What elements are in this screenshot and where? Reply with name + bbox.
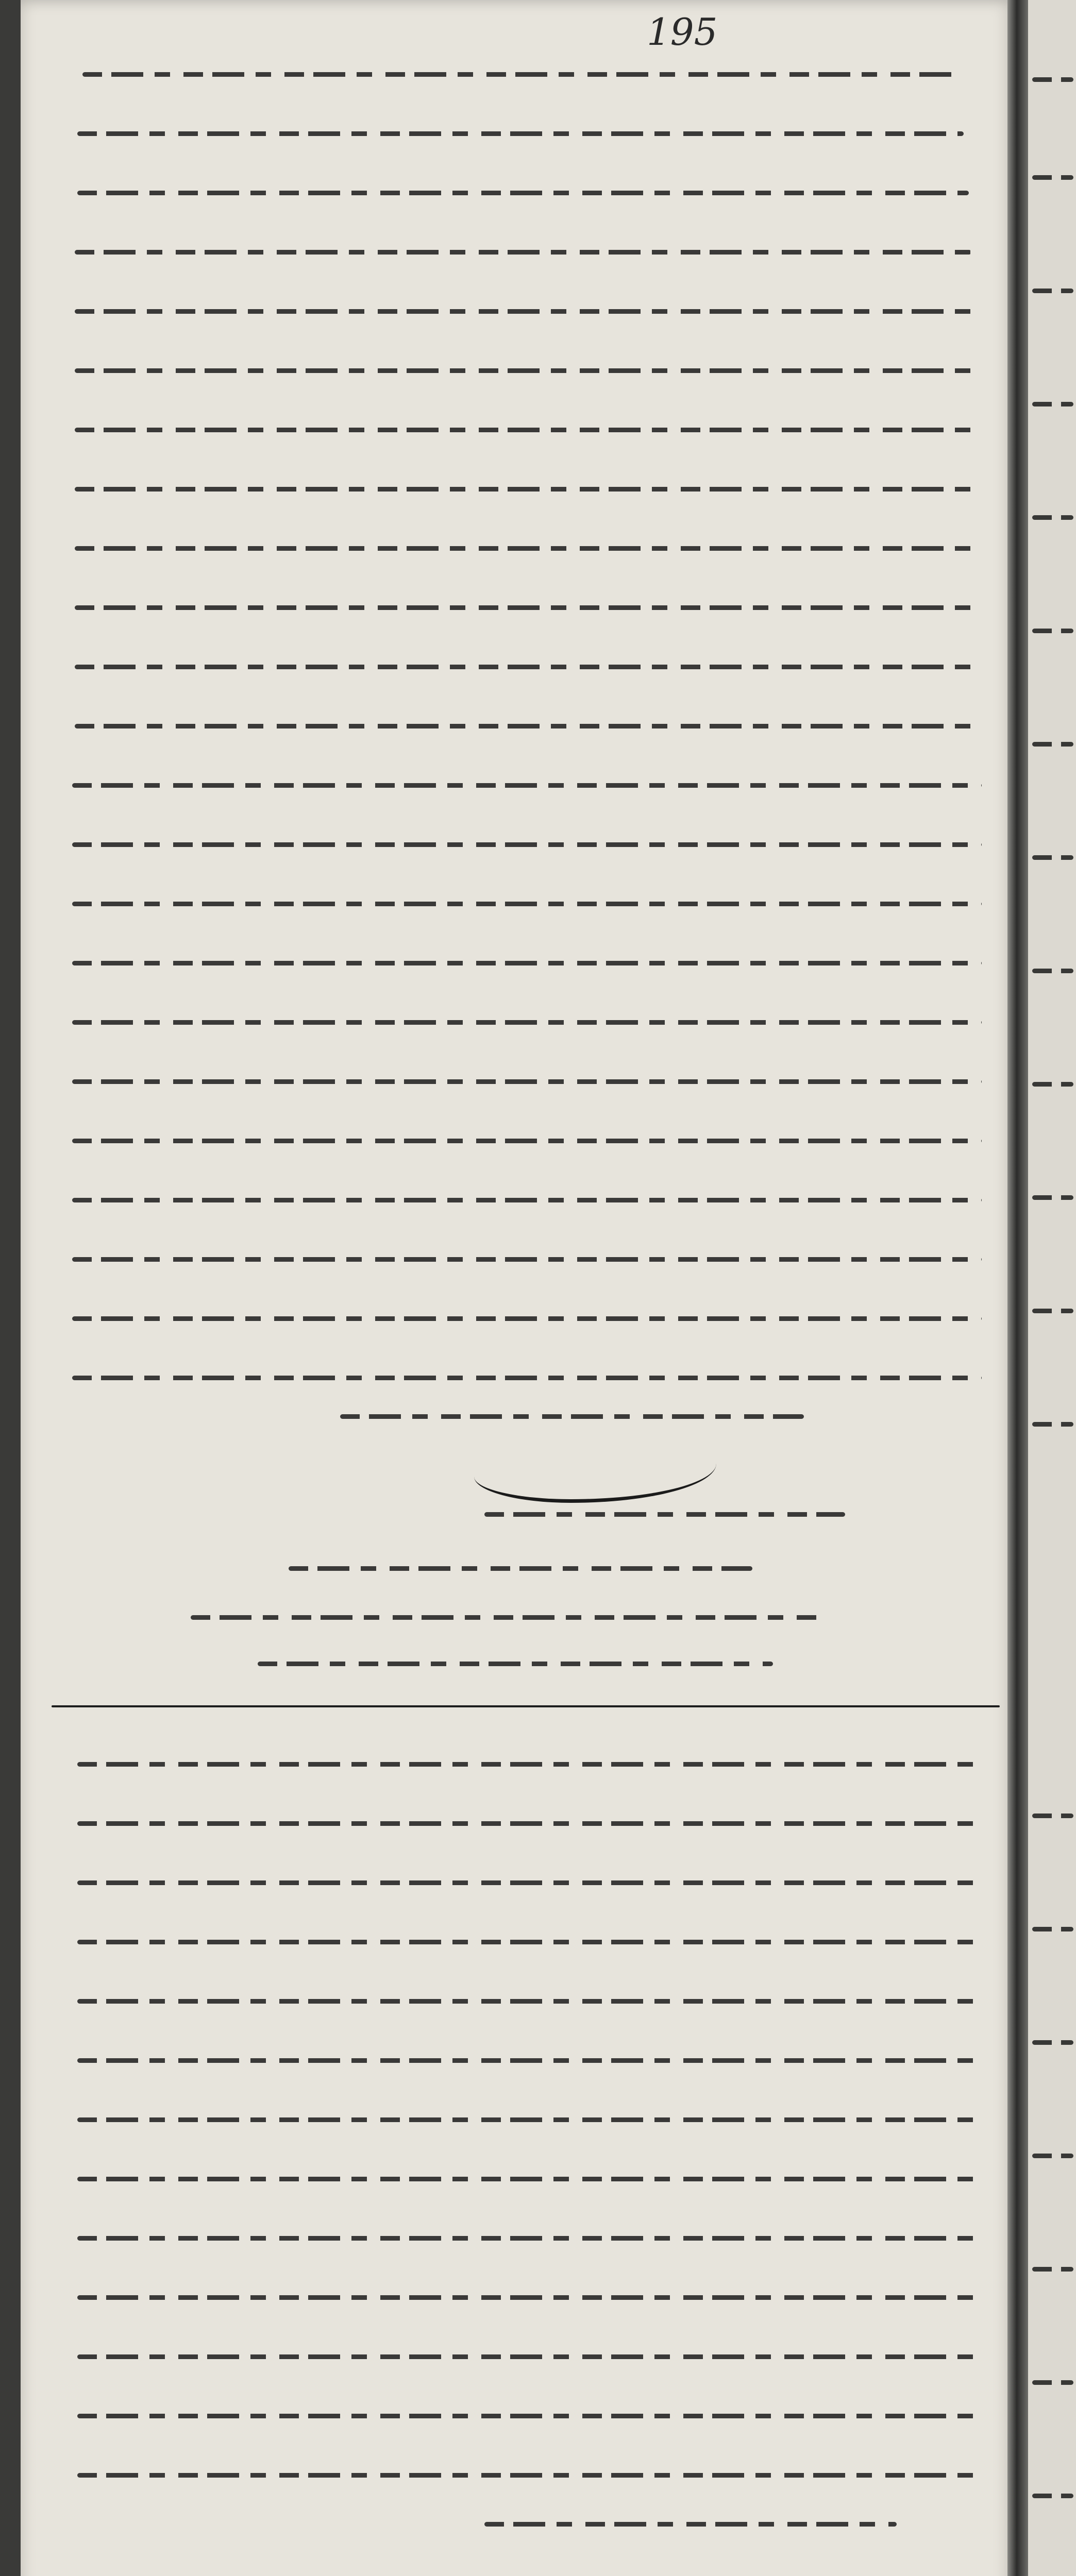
handwritten-line (77, 2236, 984, 2241)
handwritten-line (1032, 1927, 1073, 1931)
manuscript-page (21, 0, 1015, 2576)
handwritten-line (77, 2473, 984, 2478)
handwritten-line (484, 2522, 897, 2527)
handwritten-line (1032, 515, 1073, 520)
handwritten-line (72, 902, 982, 906)
handwritten-line (77, 131, 964, 136)
handwritten-line (77, 2354, 984, 2359)
handwritten-line (75, 487, 979, 492)
handwritten-line (1032, 289, 1073, 293)
handwritten-line (75, 250, 971, 255)
book-gutter (1007, 0, 1028, 2576)
handwritten-line (1032, 855, 1073, 860)
handwritten-line (72, 1079, 982, 1084)
handwritten-line (75, 368, 977, 373)
facing-page-edge (1028, 0, 1076, 2576)
handwritten-line (1032, 2494, 1073, 2498)
handwritten-line (1032, 742, 1073, 747)
handwritten-line (72, 1198, 982, 1202)
handwritten-line (77, 2414, 984, 2418)
handwritten-line (77, 1821, 984, 1826)
handwritten-line (1032, 1082, 1073, 1087)
handwritten-line (77, 2177, 984, 2181)
handwritten-line (77, 191, 969, 195)
handwritten-line (77, 2058, 984, 2063)
handwritten-line (1032, 1309, 1073, 1313)
handwritten-line (72, 1257, 982, 1262)
handwritten-line (82, 72, 959, 77)
handwritten-line (77, 1999, 984, 2004)
handwritten-heading (191, 1615, 825, 1620)
handwritten-line (75, 605, 982, 610)
handwritten-line (77, 1940, 984, 1944)
handwritten-line (75, 428, 977, 432)
handwritten-line (1032, 2154, 1073, 2158)
handwritten-line (72, 1020, 982, 1025)
handwritten-line (72, 783, 982, 788)
handwritten-line (1032, 402, 1073, 406)
handwritten-line (75, 665, 982, 669)
closing-flourish (474, 1437, 716, 1503)
handwritten-line (72, 1376, 982, 1380)
handwritten-line (72, 961, 982, 965)
handwritten-line (1032, 629, 1073, 633)
handwritten-heading (289, 1566, 752, 1571)
handwritten-line (77, 2117, 984, 2122)
handwritten-heading (484, 1512, 845, 1517)
handwritten-line (1032, 2267, 1073, 2272)
handwritten-heading (258, 1662, 773, 1666)
handwritten-line (75, 546, 982, 551)
handwritten-line (1032, 175, 1073, 180)
handwritten-line (77, 2295, 984, 2300)
handwritten-line (77, 1762, 984, 1767)
handwritten-line (1032, 1814, 1073, 1818)
handwritten-line (340, 1414, 804, 1419)
handwritten-line (1032, 1195, 1073, 1200)
handwritten-line (1032, 2040, 1073, 2045)
handwritten-line (72, 1139, 982, 1143)
handwritten-line (72, 1316, 982, 1321)
handwritten-line (1032, 2380, 1073, 2385)
handwritten-line (1032, 969, 1073, 973)
handwritten-line (1032, 77, 1073, 82)
handwritten-line (75, 309, 974, 314)
handwritten-line (72, 842, 982, 847)
handwritten-line (75, 724, 982, 728)
folio-number: 195 (647, 10, 718, 54)
handwritten-line (77, 1880, 984, 1885)
separator-rule (52, 1705, 1000, 1707)
handwritten-line (1032, 1422, 1073, 1427)
